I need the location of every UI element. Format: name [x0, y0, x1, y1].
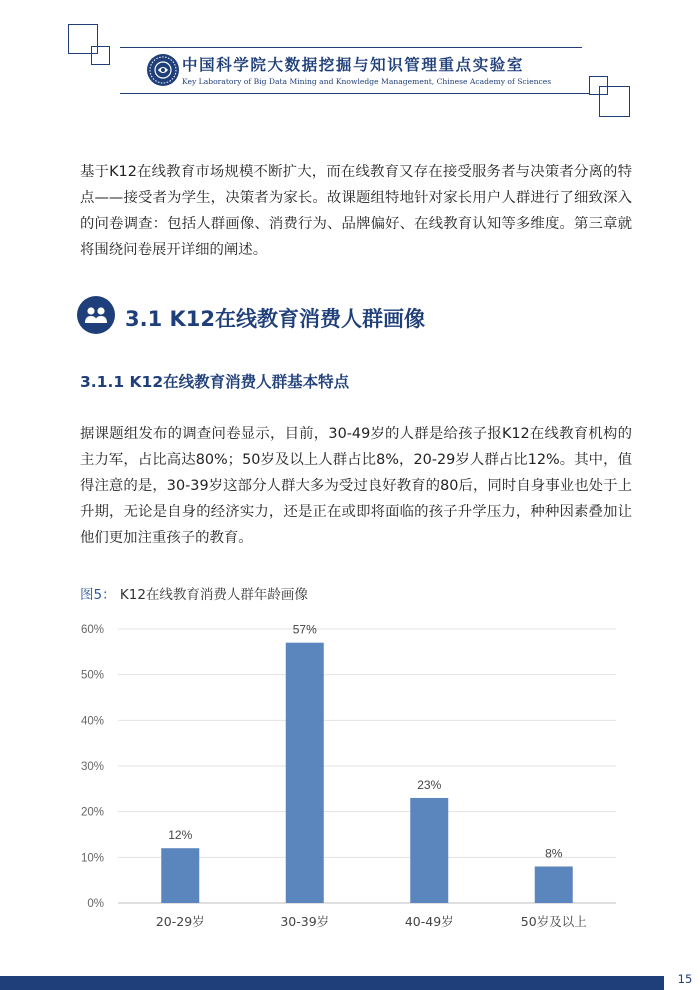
- x-tick-label: 20-29岁: [155, 914, 205, 929]
- bar: [286, 643, 324, 903]
- intro-paragraph: 基于K12在线教育市场规模不断扩大，而在线教育又存在接受服务者与决策者分离的特点——接受者为学生，决策者为家长。故课题组特地针对家长用户人群进行了细致深入的问卷调查：包括人群画像、消费行为、品牌偏好、在线教育认知等多维度。第三章就将围绕问卷展开详细的阐述。: [80, 164, 632, 258]
- data-label: 12%: [168, 828, 193, 843]
- figure-number: 图5：: [80, 587, 116, 603]
- section-title: 3.1 K12在线教育消费人群画像: [125, 307, 426, 331]
- y-tick-label: 50%: [80, 669, 104, 682]
- y-tick-label: 40%: [80, 715, 104, 728]
- lab-name-cn: 中国科学院大数据挖掘与知识管理重点实验室: [182, 55, 525, 74]
- page-number: 15: [677, 972, 693, 986]
- data-label: 57%: [292, 622, 317, 637]
- y-tick-label: 20%: [80, 806, 104, 819]
- footer-bar: [0, 976, 664, 990]
- y-tick-label: 60%: [80, 624, 104, 636]
- body-paragraph: 据课题组发布的调查问卷显示，目前，30-49岁的人群是给孩子报K12在线教育机构的主力军，占比高达80%；50岁及以上人群占比8%，20-29岁人群占比12%。其中，值得注意的是，30-39岁这部分人群大多为受过良好教育的80后，同时自身事业也处于上升期，无论是自身的经济实力，还是正在或即将面临的孩子升学压力，种种因素叠加让他们更加注重孩子的教育。: [80, 426, 632, 546]
- y-tick-label: 0%: [87, 898, 104, 910]
- x-tick-label: 40-49岁: [404, 914, 454, 929]
- x-tick-label: 50岁及以上: [520, 914, 587, 929]
- y-tick-label: 10%: [80, 852, 104, 865]
- subsection-title: 3.1.1 K12在线教育消费人群基本特点: [80, 373, 350, 391]
- bar: [161, 848, 199, 903]
- bar: [535, 866, 573, 903]
- y-tick-label: 30%: [80, 761, 104, 773]
- bar: [410, 798, 448, 903]
- data-label: 23%: [417, 777, 442, 792]
- lab-name-en: Key Laboratory of Big Data Mining and Knowledge Management, Chinese Academy of Sciences: [182, 77, 552, 86]
- data-label: 8%: [545, 846, 563, 861]
- x-tick-label: 30-39岁: [280, 914, 330, 929]
- figure-title: K12在线教育消费人群年龄画像: [119, 587, 308, 603]
